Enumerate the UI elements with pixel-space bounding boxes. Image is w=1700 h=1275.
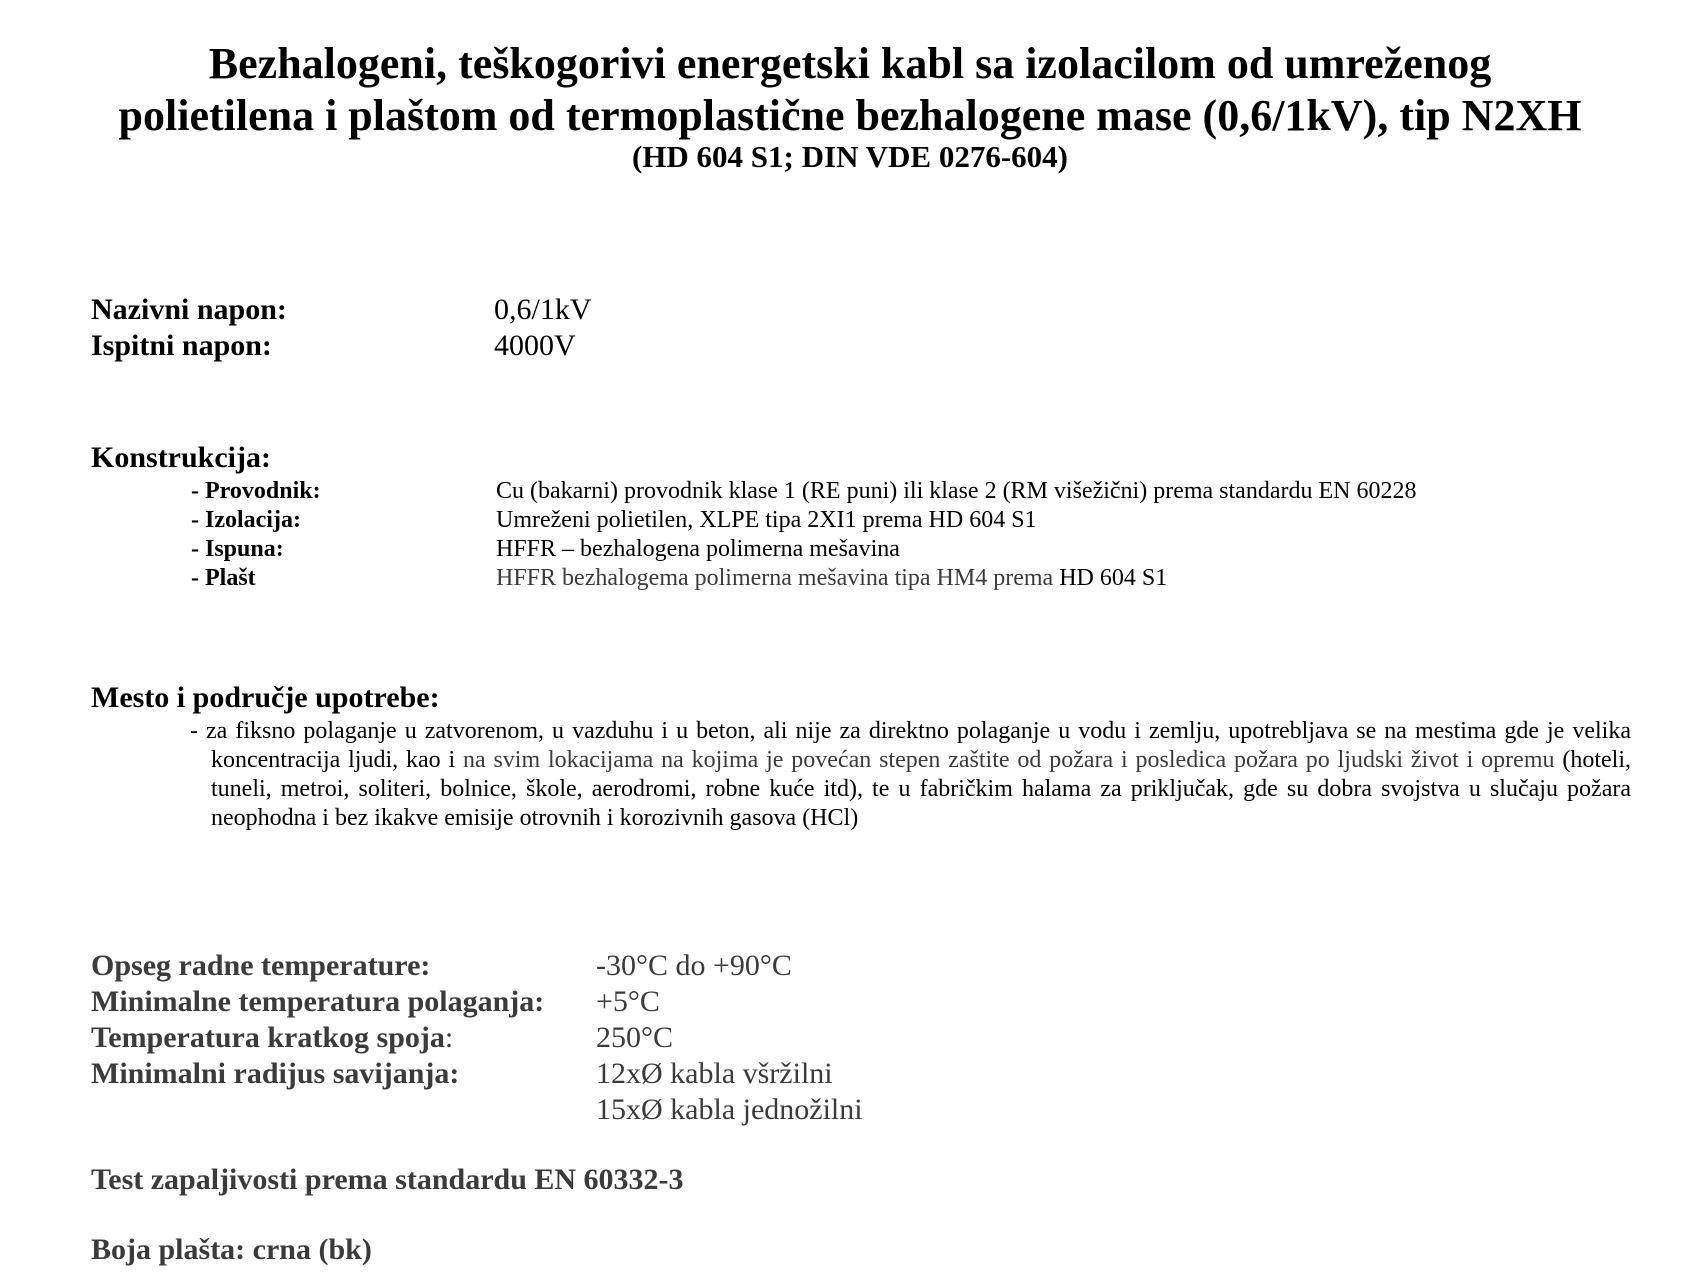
operating-temperature-value: -30°C do +90°C [596,949,792,982]
usage-heading: Mesto i područje upotrebe: [91,681,440,714]
short-circuit-label-colon: : [444,1021,454,1054]
usage-text-part-3: (hoteli, tuneli, metroi, soliteri, bolnice, škole, aerodromi, robne kuće itd), te u fabričkim halama za priključak, gde su dobra svojstva u slučaju požara neophodna i bez ikakve emisije otrovnih i korozivnih gasova (HCl) [211,747,1631,831]
rated-voltage-label: Nazivni napon: [91,293,287,326]
sheath-color: Boja plašta: crna (bk) [91,1233,372,1266]
construction-item-label: - Plašt [191,565,256,591]
bending-radius-single-core-value: 15xØ kabla jednožilni [596,1093,863,1126]
short-circuit-label-text: Temperatura kratkog spoja [91,1021,445,1054]
test-voltage-value: 4000V [494,329,576,362]
construction-heading: Konstrukcija: [91,441,271,474]
usage-paragraph [190,717,1631,833]
short-circuit-temperature-label [91,1020,453,1056]
construction-item-value: HFFR – bezhalogena polimerna mešavina [496,536,900,562]
construction-item-value: Cu (bakarni) provodnik klase 1 (RE puni) ili klase 2 (RM višežični) prema standardu EN 60228 [496,478,1417,504]
usage-text-part-1: - za fiksno polaganje u zatvorenom, u vazduhu i u beton, ali nije za direktno polaganje u vodu i zemlju, upotrebljava se na mestima gde je velika koncentracija ljudi, kao i [190,718,1631,773]
bending-radius-label: Minimalni radijus savijanja: [91,1057,460,1090]
standards-subtitle: (HD 604 S1; DIN VDE 0276-604) [631,139,1068,174]
operating-temperature-label: Opseg radne temperature: [91,949,431,982]
sheath-value-part-2: HD 604 S1 [1053,565,1168,591]
short-circuit-temperature-value: 250°C [596,1021,674,1054]
min-laying-temperature-label: Minimalne temperatura polaganja: [91,985,545,1018]
document-title [0,38,1700,142]
construction-item-value: Umreženi polietilen, XLPE tipa 2XI1 prema HD 604 S1 [496,507,1037,533]
title-line-1: Bezhalogeni, teškogorivi energetski kabl sa izolacilom od umreženog [208,39,1492,88]
flammability-test: Test zapaljivosti prema standardu EN 60332-3 [91,1163,684,1196]
title-line-2: polietilena i plaštom od termoplastične bezhalogene mase (0,6/1kV), tip N2XH [118,91,1582,140]
construction-item-label: - Provodnik: [191,478,321,504]
usage-text-part-2: na svim lokacijama na kojima je povećan stepen zaštite od požara i posledica požara po ljudski život i opremu [455,747,1555,773]
rated-voltage-value: 0,6/1kV [494,293,592,326]
construction-item-label: - Izolacija: [191,507,301,533]
construction-item-value [496,564,1167,593]
test-voltage-label: Ispitni napon: [91,329,272,362]
min-laying-temperature-value: +5°C [596,985,660,1018]
sheath-value-part-1: HFFR bezhalogema polimerna mešavina tipa HM4 prema [496,565,1054,591]
construction-item-label: - Ispuna: [191,536,284,562]
bending-radius-multi-core-value: 12xØ kabla všržilni [596,1057,833,1090]
